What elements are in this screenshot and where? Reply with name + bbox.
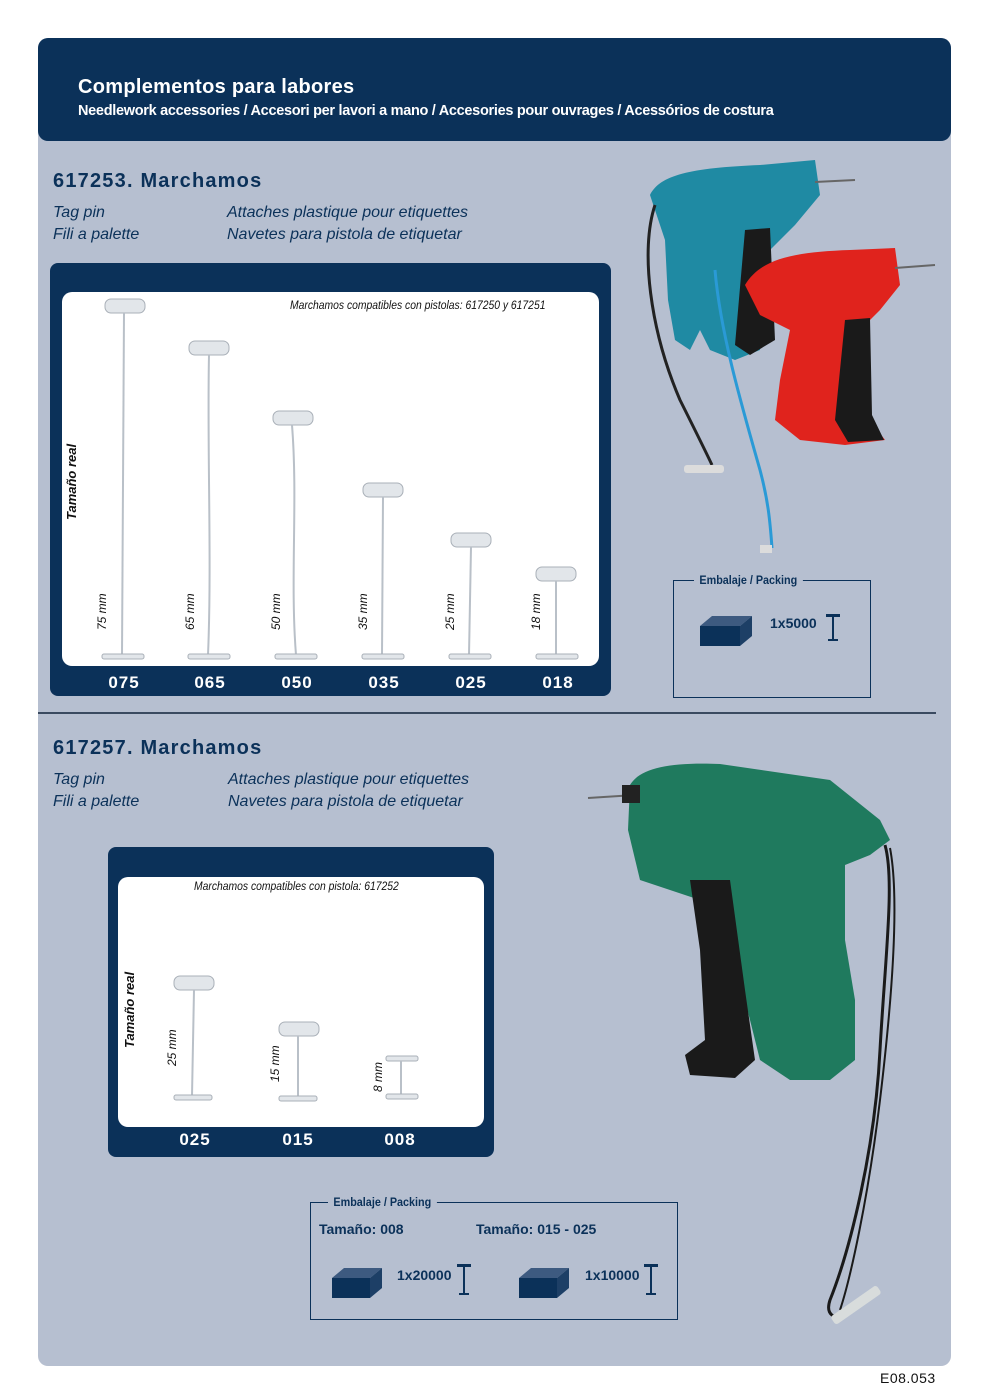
- section1-compat-note: Marchamos compatibles con pistolas: 617250 y 617251: [290, 300, 546, 312]
- section1-real-size-label: Tamaño real: [64, 443, 79, 520]
- section2-qty-008: 1x20000: [397, 1267, 452, 1283]
- section2-size-008: Tamaño: 008: [319, 1221, 404, 1237]
- pin-code-025: 025: [455, 673, 487, 692]
- section1-packing-label: Embalaje / Packing: [694, 573, 803, 587]
- pin2-025-length: 25 mm: [165, 1029, 179, 1066]
- section1-name-es: Navetes para pistola de etiquetar: [227, 226, 462, 243]
- pin-065-length: 65 mm: [183, 593, 197, 630]
- pin2-008-length: 8 mm: [371, 1062, 385, 1092]
- page-number: E08.053: [880, 1370, 936, 1386]
- section2-compat-note: Marchamos compatibles con pistola: 617252: [194, 881, 399, 893]
- pin-018-length: 18 mm: [529, 593, 543, 630]
- section2-qty-015-025: 1x10000: [585, 1267, 640, 1283]
- section2-title: 617257. Marchamos: [53, 737, 263, 759]
- section2-size-015-025: Tamaño: 015 - 025: [476, 1221, 597, 1237]
- pin-025-length: 25 mm: [443, 593, 457, 630]
- pin-code-075: 075: [108, 673, 140, 692]
- pin-code-035: 035: [368, 673, 400, 692]
- section2-name-it: Fili a palette: [53, 793, 140, 810]
- page-title: Complementos para labores: [78, 76, 355, 98]
- section1-name-en: Tag pin: [53, 204, 105, 221]
- pin-code-050: 050: [281, 673, 313, 692]
- section2-name-en: Tag pin: [53, 771, 105, 788]
- section1-title: 617253. Marchamos: [53, 170, 263, 192]
- pin-code-018: 018: [542, 673, 574, 692]
- section1-packing-qty: 1x5000: [770, 615, 817, 631]
- section1-name-fr: Attaches plastique pour etiquettes: [227, 204, 469, 221]
- pin-035-length: 35 mm: [356, 593, 370, 630]
- pin2-code-025: 025: [179, 1130, 211, 1149]
- pin-050-length: 50 mm: [269, 593, 283, 630]
- pin-075-length: 75 mm: [95, 593, 109, 630]
- page-subtitle: Needlework accessories / Accesori per lavori a mano / Accesories pour ouvrages / Acessórios de costura: [78, 103, 774, 119]
- section1-name-it: Fili a palette: [53, 226, 140, 243]
- pin-code-065: 065: [194, 673, 226, 692]
- section2-name-es: Navetes para pistola de etiquetar: [228, 793, 463, 810]
- pin2-code-008: 008: [384, 1130, 416, 1149]
- section2-real-size-label: Tamaño real: [122, 971, 137, 1048]
- section2-packing-label: Embalaje / Packing: [328, 1195, 437, 1209]
- pin2-code-015: 015: [282, 1130, 314, 1149]
- pin2-015-length: 15 mm: [268, 1045, 282, 1082]
- section2-name-fr: Attaches plastique pour etiquettes: [228, 771, 470, 788]
